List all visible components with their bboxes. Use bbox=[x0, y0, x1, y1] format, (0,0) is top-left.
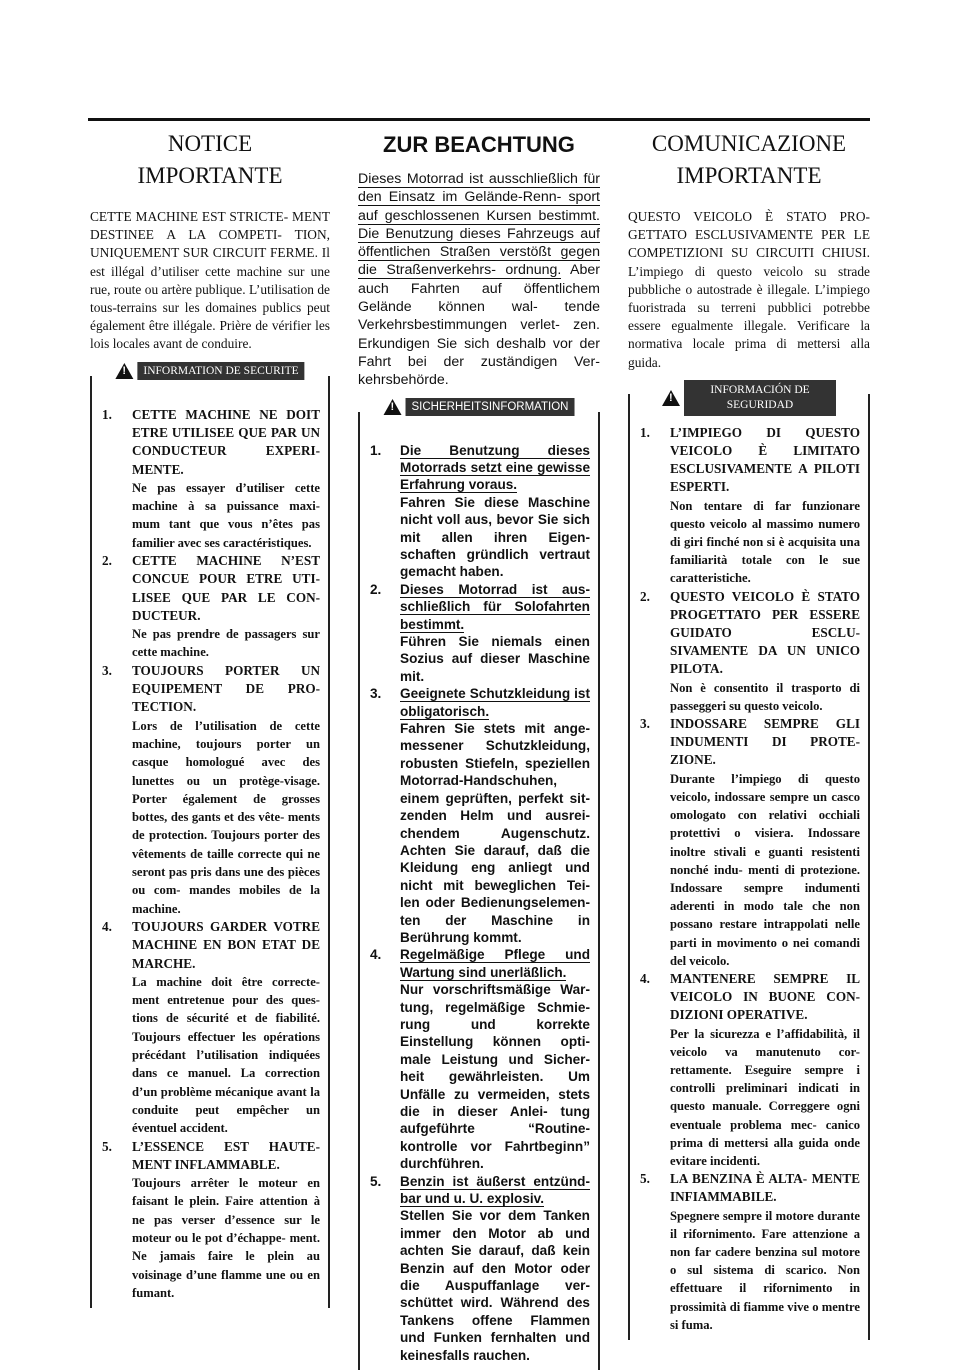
italian-title bbox=[628, 128, 870, 192]
german-safety-box bbox=[358, 400, 600, 1370]
italian-safety-label-text: INFORMACIÓN DE SEGURIDAD bbox=[684, 380, 836, 416]
item-body: Stellen Sie vor dem Tanken immer den Motor ab und achten Sie darauf, daß kein Benzin auf den Motor oder die Auspuffanlage ver- schüttet wird. Während des Tankens offene Flammen und Funken fernhalten und keinesfalls rauchen. bbox=[400, 1208, 590, 1363]
item-number: 3. bbox=[102, 662, 112, 678]
italian-title-line2: IMPORTANTE bbox=[676, 163, 822, 188]
italian-intro: QUESTO VEICOLO È STATO PRO- GETTATO ESCLUSIVAMENTE PER LE COMPETIZIONI SU CIRCUITI CHIUSI. L’impiego di questo veicolo su strade pubbliche o autostrade è illegale. L’impiego fuoristrada su terreni pubblici potrebbe essere egualmente illegale. Verificare la normativa locale prima di mettersi alla guida. bbox=[628, 209, 870, 370]
item-number: 4. bbox=[370, 947, 382, 963]
warning-icon bbox=[115, 363, 133, 379]
item-body: Toujours arrêter le moteur en faisant le plein. Faire attention à ne pas verser d’essence sur le moteur ou le pot d’échappe- ment. Ne jamais faire le plein au voisinage d’une flamme une ou en fumant. bbox=[132, 1176, 320, 1300]
warning-icon bbox=[384, 399, 402, 415]
french-safety-label-text: INFORMATION DE SECURITE bbox=[137, 362, 304, 380]
italian-safety-label bbox=[656, 380, 842, 416]
item-heading: Dieses Motorrad ist aus- schließlich für Solofahrten bestimmt. bbox=[400, 581, 590, 632]
list-item bbox=[370, 1173, 590, 1364]
item-heading: Regelmäßige Pflege und Wartung sind unerläßlich. bbox=[400, 947, 590, 980]
list-item bbox=[370, 442, 590, 581]
item-heading: CETTE MACHINE NE DOIT ETRE UTILISEE QUE PAR UN CONDUCTEUR EXPERI- MENTE. bbox=[132, 406, 320, 477]
item-heading: Benzin ist äußerst entzünd- bar und u. U. explosiv. bbox=[400, 1173, 590, 1207]
item-heading: L’ESSENCE EST HAUTE- MENT INFLAMMABLE. bbox=[132, 1138, 320, 1172]
italian-safety-list bbox=[640, 424, 860, 1334]
item-body: Nur vorschriftsmäßige War- tung, regelmäßige Schmie- rung und korrekte Einstellung können opti- male Leistung und Sicher- heit gewährleisten. Um Unfälle zu vermeiden, stets die in dieser Anlei- tung aufgeführte “Routine- kontrolle vor Fahrtbeginn” durchführen. bbox=[400, 982, 590, 1172]
list-item bbox=[102, 552, 320, 662]
german-intro bbox=[358, 170, 600, 390]
item-number: 4. bbox=[102, 918, 112, 934]
item-heading: Die Benutzung dieses Motorrads setzt eine gewisse Erfahrung voraus. bbox=[400, 442, 590, 493]
french-title-line1: NOTICE bbox=[167, 131, 253, 156]
item-body: Spegnere sempre il motore durante il rifornimento. Fare attenzione a non far cadere benzina sul motore o sul sistema di scarico. Non effettuare il rifornimento in prossimità di fiamme vive o mentre si fuma. bbox=[670, 1208, 860, 1332]
list-item bbox=[370, 581, 590, 685]
item-number: 5. bbox=[102, 1138, 112, 1154]
item-heading: L’IMPIEGO DI QUESTO VEICOLO È LIMITATO ESCLUSIVAMENTE A PILOTI ESPERTI. bbox=[670, 424, 860, 495]
italian-column bbox=[628, 128, 870, 1340]
french-column bbox=[90, 128, 330, 1308]
item-number: 3. bbox=[370, 686, 382, 702]
list-item bbox=[102, 406, 320, 552]
item-body: Non tentare di far funzionare questo veicolo al massimo numero di giri finché non si è acquisita una familiarità totale con le sue caratteristiche. bbox=[670, 498, 860, 586]
german-title: ZUR BEACHTUNG bbox=[383, 132, 575, 157]
item-number: 4. bbox=[640, 970, 650, 986]
item-heading: INDOSSARE SEMPRE GLI INDUMENTI DI PROTE- ZIONE. bbox=[670, 716, 860, 768]
list-item bbox=[640, 970, 860, 1170]
item-number: 1. bbox=[370, 442, 382, 458]
item-body: Führen Sie niemals einen Sozius auf dieser Maschine mit. bbox=[400, 634, 590, 684]
item-body: Fahren Sie diese Maschine nicht voll aus, bevor Sie sich mit allen ihren Eigen- schaften gründlich vertraut gemacht haben. bbox=[400, 494, 590, 580]
italian-safety-box bbox=[628, 383, 870, 1340]
item-body: Fahren Sie stets mit ange- messener Schutzkleidung, robusten Stiefeln, speziellen Motorrad-Handschuhen, einem geprüften, perfekt sit- zenden Helm und ausrei- chendem Augenschutz. Achten Sie darauf, daß die Kleidung eng anliegt und nicht mit beweglichen Tei- len oder Bedienungselemen- ten der Maschine in Berührung kommt. bbox=[400, 721, 590, 945]
item-number: 5. bbox=[640, 1171, 650, 1187]
german-safety-label-text: SICHERHEITSINFORMATION bbox=[406, 398, 575, 416]
german-intro-underlined: Dieses Motorrad ist ausschließlich für den Einsatz im Gelände-Renn- sport auf geschlossenen Kursen bestimmt. Die Benutzung dieses Fahrzeugs auf öffentlichen Straßen verstößt gegen die Straßenverkehrs- ordnung. bbox=[358, 171, 600, 279]
list-item bbox=[640, 588, 860, 715]
item-heading: QUESTO VEICOLO È STATO PROGETTATO PER ESSERE GUIDATO ESCLU- SIVAMENTE DA UN UNICO PILOTA. bbox=[670, 588, 860, 677]
french-intro: CETTE MACHINE EST STRICTE- MENT DESTINEE A LA COMPETI- TION, UNIQUEMENT SUR CIRCUIT FERME. Il est illégal d’utiliser cette machine sur une rue, route ou artère publique. L’utilisation de tous-terrains sur les domaines publics peut également être illégale. Prière de vérifier les lois locales avant de conduire. bbox=[90, 209, 330, 352]
item-body: Ne pas prendre de passagers sur cette machine. bbox=[132, 627, 320, 660]
item-number: 3. bbox=[640, 716, 650, 732]
item-number: 2. bbox=[370, 581, 382, 597]
item-number: 1. bbox=[640, 424, 650, 440]
item-body: Non è consentito il trasporto di passeggeri su questo veicolo. bbox=[670, 680, 860, 713]
german-safety-list bbox=[370, 442, 590, 1365]
item-body: Per la sicurezza e l’affidabilità, il veicolo va manutenuto cor- rettamente. Eseguire sempre i controlli preliminari indicati in questo manuale. Correggere ogni eventuale problema mec- canico prima di mettersi alla guida onde evitare incidenti. bbox=[670, 1026, 860, 1168]
item-number: 2. bbox=[102, 553, 112, 568]
list-item bbox=[640, 715, 860, 970]
list-item bbox=[102, 662, 320, 918]
german-column bbox=[358, 128, 600, 1370]
french-title-line2: IMPORTANTE bbox=[137, 163, 283, 188]
item-body: Ne pas essayer d’utiliser cette machine à sa puissance maxi- mum tant que vous n’êtes pas familier avec ses caractéristiques. bbox=[132, 480, 320, 550]
french-safety-list bbox=[102, 406, 320, 1303]
item-number: 5. bbox=[370, 1173, 382, 1189]
german-intro-rest: Aber auch Fahrten auf öffentlichem Gelände können wal- tende Verkehrsbestimmungen verlet- zen. Erkundigen Sie sich deshalb vor der Fahrt bei der zuständigen Ver- kehrsbehörde. bbox=[358, 262, 600, 389]
list-item bbox=[370, 685, 590, 946]
french-safety-label bbox=[109, 362, 310, 380]
list-item bbox=[102, 1138, 320, 1303]
item-heading: Geeignete Schutzkleidung ist obligatorisch. bbox=[400, 686, 590, 719]
item-body: Lors de l’utilisation de cette machine, toujours porter un casque homologué avec des lunettes ou un protège-visage. Porter également de grosses bottes, des gants et des vête- ments de protection. Toujours porter des vêtements de taille correcte qui ne seront pas pris dans une des pièces ou com- mandes mobiles de la machine. bbox=[132, 718, 320, 916]
list-item bbox=[640, 424, 860, 588]
list-item bbox=[370, 946, 590, 1172]
item-heading: TOUJOURS PORTER UN EQUIPEMENT DE PRO- TECTION. bbox=[132, 662, 320, 715]
italian-title-line1: COMUNICAZIONE bbox=[651, 131, 847, 156]
list-item bbox=[640, 1170, 860, 1334]
item-body: Durante l’impiego di questo veicolo, indossare sempre un casco omologato con relativi occhiali protettivi o visiera. Indossare inoltre stivali e guanti resistenti nonché indu- menti di protezione. Indossare sempre indumenti aderenti in modo tale che non possano restare intrappolati nelle parti in movimento o nei comandi del veicolo. bbox=[670, 771, 860, 968]
top-rule bbox=[88, 118, 870, 121]
item-heading: TOUJOURS GARDER VOTRE MACHINE EN BON ETAT DE MARCHE. bbox=[132, 918, 320, 971]
warning-icon bbox=[662, 390, 680, 406]
list-item bbox=[102, 918, 320, 1138]
item-heading: MANTENERE SEMPRE IL VEICOLO IN BUONE CON- DIZIONI OPERATIVE. bbox=[670, 970, 860, 1023]
french-safety-box bbox=[90, 364, 330, 1309]
german-safety-label bbox=[378, 398, 581, 416]
item-heading: CETTE MACHINE N’EST CONCUE POUR ETRE UTI- LISEE QUE PAR LE CON- DUCTEUR. bbox=[132, 553, 320, 623]
item-number: 1. bbox=[102, 406, 112, 422]
french-title bbox=[90, 128, 330, 192]
item-number: 2. bbox=[640, 588, 650, 604]
item-heading: LA BENZINA È ALTA- MENTE INFIAMMABILE. bbox=[670, 1171, 860, 1205]
item-body: La machine doit être correcte- ment entretenue pour des ques- tions de sécurité et de fiabilité. Toujours effectuer les opérations précédant l’utilisation indiquées dans ce manuel. La correction d’un problème mécanique avant la conduite peut empêcher un éventuel accident. bbox=[132, 974, 320, 1136]
